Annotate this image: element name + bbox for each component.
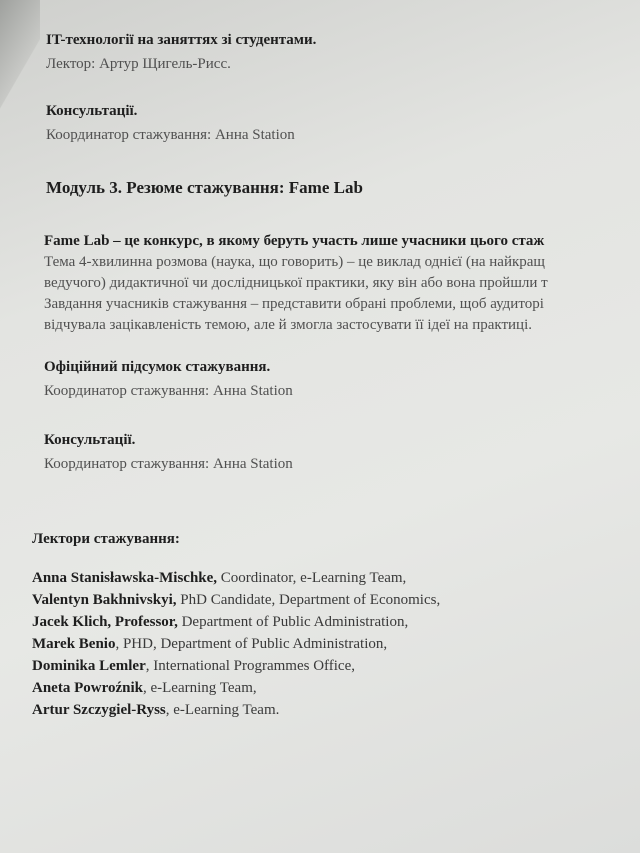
fame-line-3: ведучого) дидактичної чи дослідницької практики, яку він або вона пройшли т: [44, 275, 548, 291]
consult1-title: Консультації.: [46, 103, 138, 119]
lector-desc: , PHD, Department of Public Administration,: [115, 636, 388, 652]
lector-name: Jacek Klich, Professor,: [32, 614, 178, 630]
lector-desc: , International Programmes Office,: [145, 658, 355, 674]
lector-name: Anna Stanisławska-Mischke,: [32, 570, 218, 586]
lector-desc: Coordinator, e-Learning Team,: [217, 570, 407, 586]
fame-line-2: Тема 4-хвилинна розмова (наука, що говорить) – це виклад однієї (на найкращ: [44, 254, 545, 270]
consult1-text: Координатор стажування: Анна Station: [46, 127, 295, 143]
lector-name: Dominika Lemler: [32, 658, 146, 674]
it-title: IT-технології на заняттях зі студентами.: [46, 32, 317, 48]
lector-desc: , e-Learning Team.: [165, 702, 280, 718]
page-fold-shadow: [0, 0, 40, 110]
official-text: Координатор стажування: Анна Station: [44, 383, 293, 399]
lector-desc: Department of Public Administration,: [177, 614, 409, 630]
lector-item: [32, 592, 440, 609]
consult2-text: Координатор стажування: Анна Station: [44, 456, 293, 472]
lector-name: Aneta Powroźnik: [32, 680, 143, 696]
lector-item: [32, 570, 406, 587]
lector-item: [32, 614, 408, 631]
lector-name: Valentyn Bakhnivskyi,: [32, 592, 177, 608]
fame-line-1: Fame Lab – це конкурс, в якому беруть участь лише учасники цього стаж: [44, 233, 545, 249]
lector-item: [32, 702, 279, 719]
fame-line-5: відчувала зацікавленість темою, але й змогла застосувати її ідеї на практиці.: [44, 317, 532, 333]
lector-desc: , e-Learning Team,: [142, 680, 257, 696]
lector-item: [32, 636, 387, 653]
it-lector: Лектор: Артур Щигель-Рисс.: [46, 56, 231, 72]
official-title: Офіційний підсумок стажування.: [44, 359, 271, 375]
consult2-title: Консультації.: [44, 432, 136, 448]
lector-name: Artur Szczygiel-Ryss: [32, 702, 166, 718]
lector-item: [32, 658, 355, 675]
lectors-title: Лектори стажування:: [32, 531, 180, 547]
fame-line-4: Завдання учасників стажування – представити обрані проблеми, щоб аудиторі: [44, 296, 544, 312]
lector-name: Marek Benio: [32, 636, 116, 652]
lector-item: [32, 680, 257, 697]
lector-desc: PhD Candidate, Department of Economics,: [176, 592, 441, 608]
module3-heading: Модуль 3. Резюме стажування: Fame Lab: [46, 178, 363, 197]
